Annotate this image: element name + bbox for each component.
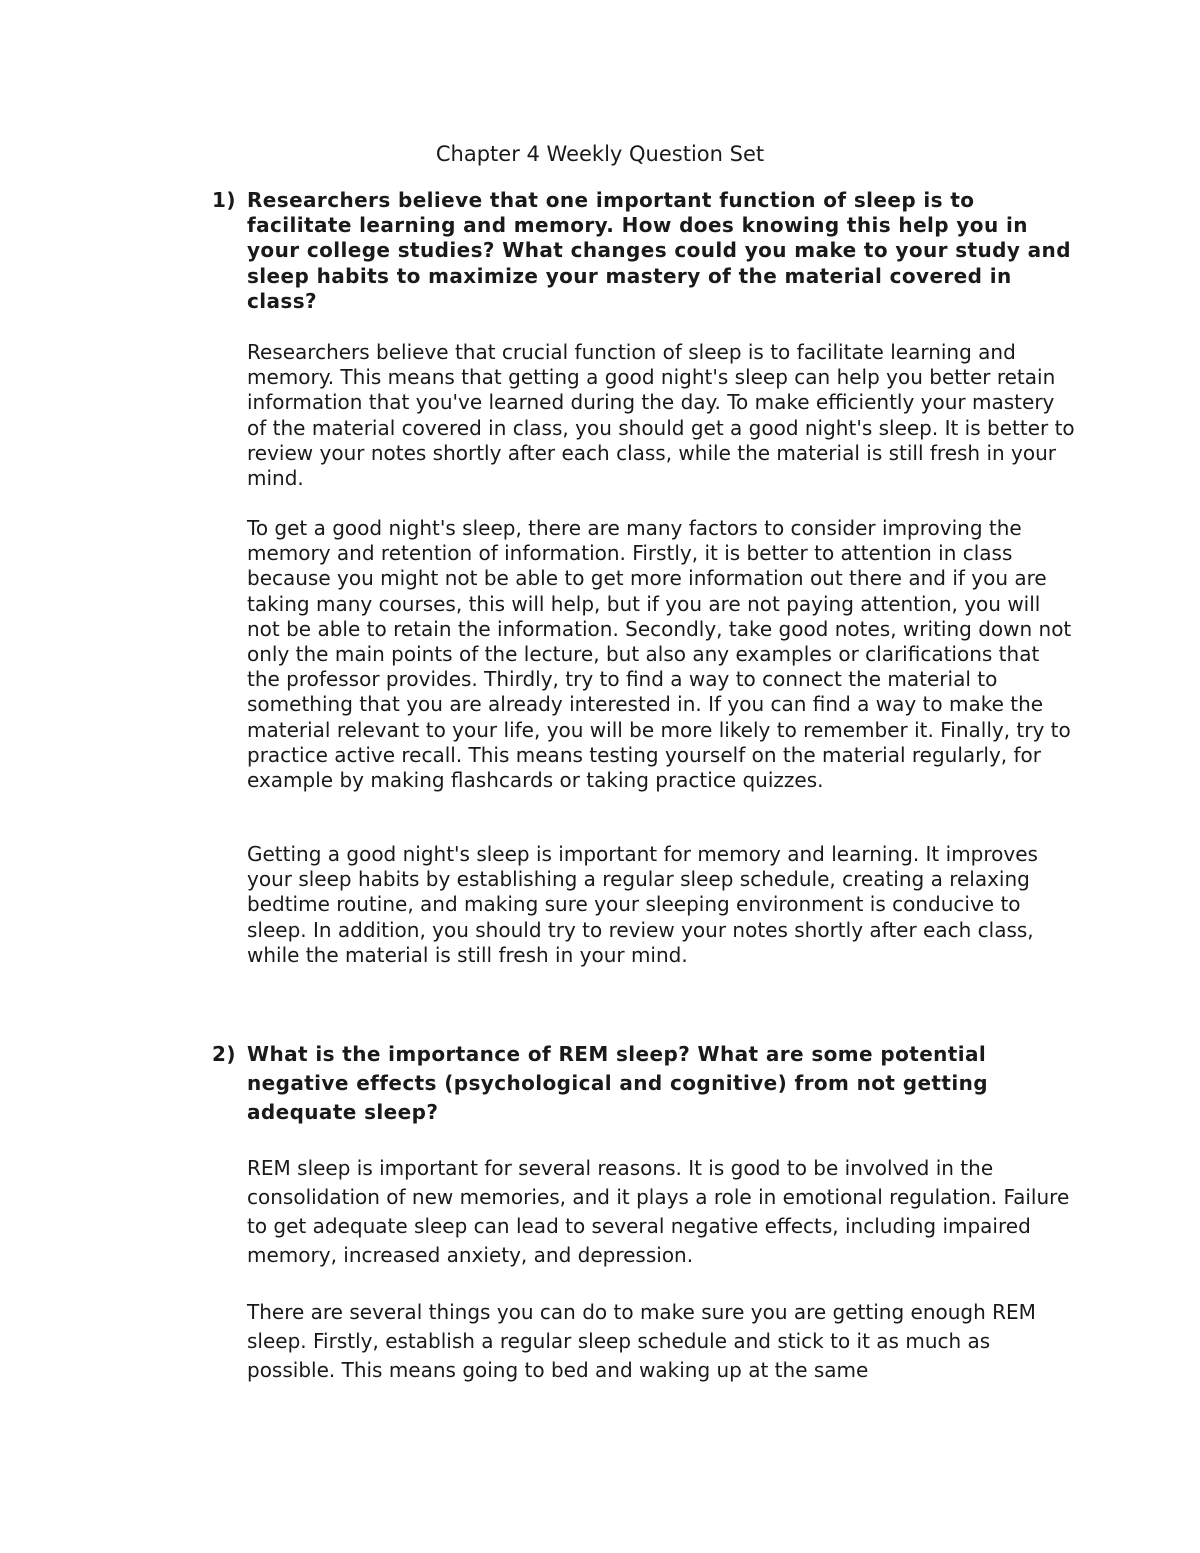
document-title: Chapter 4 Weekly Question Set — [435, 142, 765, 166]
question-1-text: Researchers believe that one important function of sleep is to facilitate learning and memory. How does knowing this help you in your college studies? What changes could you make to your study and sleep habits to maximize your mastery of the material covered in class? — [247, 188, 1071, 313]
question-2-number: 2) — [212, 1042, 236, 1066]
question-1-number: 1) — [212, 188, 236, 212]
question-2-answer-2: There are several things you can do to make sure you are getting enough REM sleep. Firstly, establish a regular sleep schedule and stick to it as much as possible. This means going to bed and waking up at the same — [247, 1300, 1036, 1382]
question-1-answer-2: To get a good night's sleep, there are many factors to consider improving the memory and retention of information. Firstly, it is better to attention in class because you might not be able to get more information out there and if you are taking many courses, this will help, but if you are not paying attention, you will not be able to retain the information. Secondly, take good notes, writing down not only the main points of the lecture, but also any examples or clarifications that the professor provides. Thirdly, try to find a way to connect the material to something that you are already interested in. If you can find a way to make the material relevant to your life, you will be more likely to remember it. Finally, try to practice active recall. This means testing yourself on the material regularly, for example by making flashcards or taking practice quizzes. — [247, 516, 1072, 793]
question-2-answer-1: REM sleep is important for several reasons. It is good to be involved in the consolidation of new memories, and it plays a role in emotional regulation. Failure to get adequate sleep can lead to several negative effects, including impaired memory, increased anxiety, and depression. — [247, 1156, 1070, 1267]
question-1-answer-3: Getting a good night's sleep is important for memory and learning. It improves your sleep habits by establishing a regular sleep schedule, creating a relaxing bedtime routine, and making sure your sleeping environment is conducive to sleep. In addition, you should try to review your notes shortly after each class, while the material is still fresh in your mind. — [247, 842, 1038, 967]
question-1-answer-1: Researchers believe that crucial function of sleep is to facilitate learning and memory. This means that getting a good night's sleep can help you better retain information that you've learned during the day. To make efficiently your mastery of the material covered in class, you should get a good night's sleep. It is better to review your notes shortly after each class, while the material is still fresh in your mind. — [247, 340, 1075, 491]
question-2-text: What is the importance of REM sleep? What are some potential negative effects (psychological and cognitive) from not getting adequate sleep? — [247, 1042, 988, 1124]
